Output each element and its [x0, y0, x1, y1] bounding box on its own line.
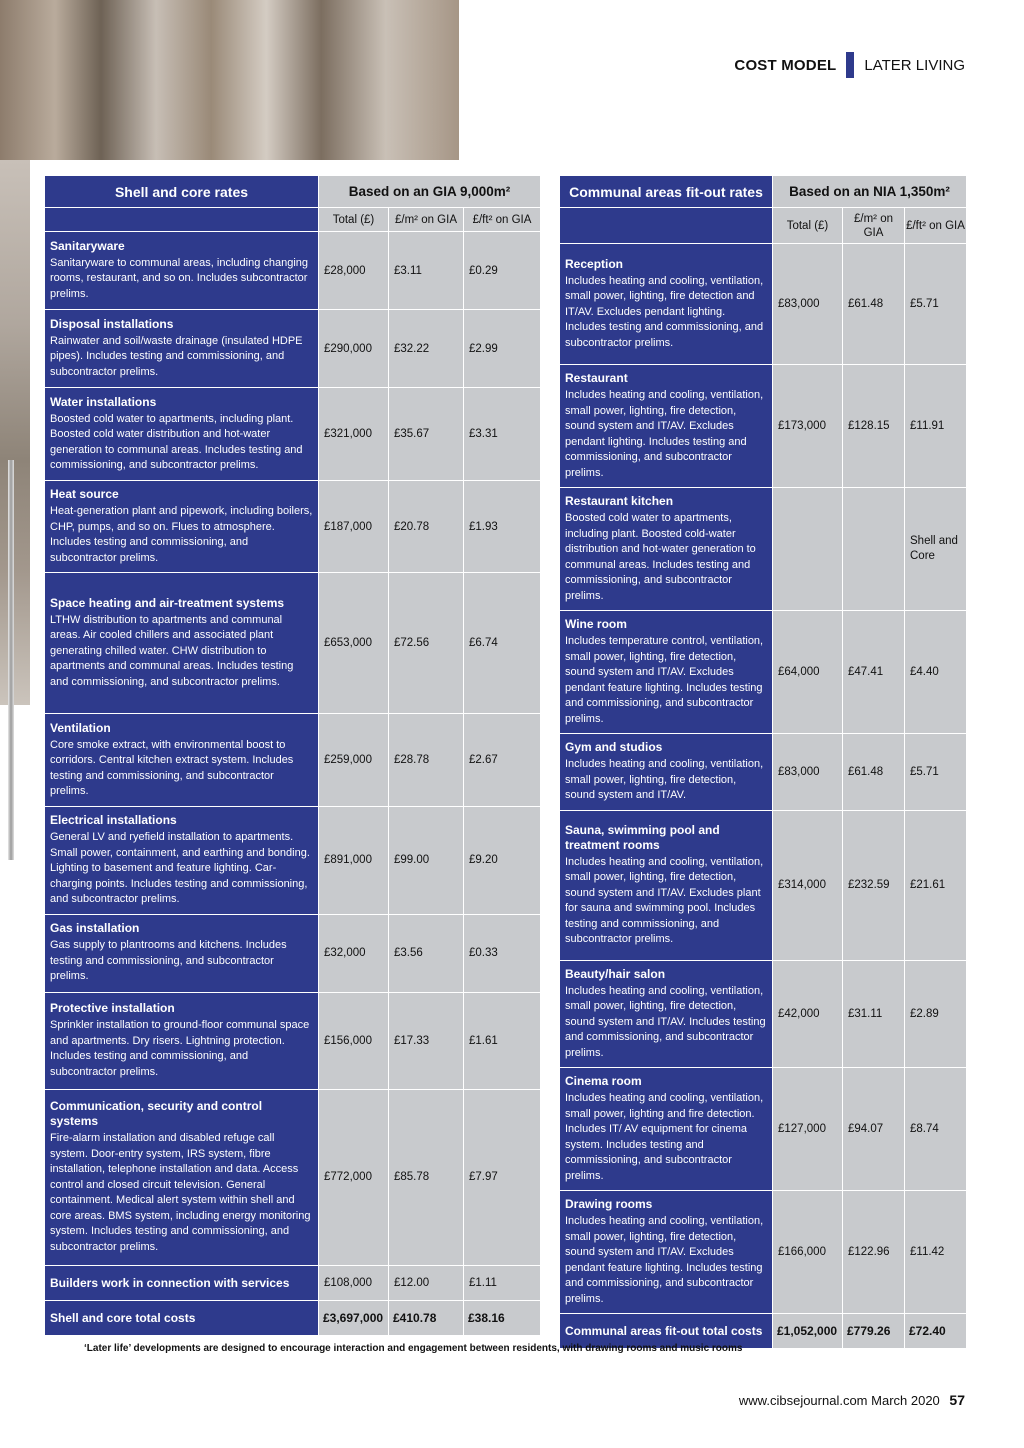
total-label: Communal areas fit-out total costs: [560, 1314, 773, 1349]
value-total: £108,000: [319, 1265, 389, 1300]
item-name: Ventilation: [50, 720, 111, 735]
item-name: Sanitaryware: [50, 238, 125, 253]
value-ft2: £21.61: [905, 810, 967, 960]
table-row-label: [560, 1068, 773, 1191]
value-ft2: £9.20: [464, 807, 541, 915]
table-row-label: [560, 244, 773, 365]
total-value: £1,052,000: [773, 1314, 843, 1349]
table-row-label: [560, 810, 773, 960]
item-name: Communication, security and control systems: [50, 1099, 263, 1128]
value-total: £891,000: [319, 807, 389, 915]
header-blank: [560, 208, 773, 244]
value-total: £83,000: [773, 244, 843, 365]
item-desc: Includes temperature control, ventilation, small power, lighting, fire detection, sound system and IT/AV. Excludes pendant feature lighting. Includes testing and commissioning, and subcontractor prelims.: [565, 635, 764, 725]
item-desc: Includes heating and cooling, ventilation, small power, lighting and fire detection. Includes IT/ AV equipment for cinema system. Includes testing and commissioning, and subcontractor prelims.: [565, 1092, 764, 1182]
value-total: £42,000: [773, 960, 843, 1068]
col-ft2: £/ft² on GIA: [464, 208, 541, 232]
value-m2: £31.11: [843, 960, 905, 1068]
item-desc: Boosted cold water to apartments, including plant. Boosted cold water distribution and hot-water generation to communal areas. Includes testing and commissioning, and subcontractor prelims.: [50, 412, 303, 471]
table-row-label: [45, 807, 319, 915]
item-desc: Sanitaryware to communal areas, including changing rooms, restaurant, and so on. Includes subcontractor prelims.: [50, 256, 309, 300]
section-header: [734, 52, 965, 78]
communal-areas-table: [559, 175, 967, 1349]
value-ft2: £1.61: [464, 992, 541, 1089]
value-m2: £232.59: [843, 810, 905, 960]
value-ft2: £1.11: [464, 1265, 541, 1300]
value-total: £28,000: [319, 232, 389, 310]
value-total: £173,000: [773, 365, 843, 488]
value-ft2: £11.91: [905, 365, 967, 488]
header-photo: [0, 0, 459, 160]
table-row-label: [45, 310, 319, 388]
value-ft2: £1.93: [464, 481, 541, 573]
value-m2: £20.78: [389, 481, 464, 573]
page-number: 57: [949, 1392, 965, 1408]
value-m2: £128.15: [843, 365, 905, 488]
value-m2: £17.33: [389, 992, 464, 1089]
table-row-label: [560, 960, 773, 1068]
total-ft2: £38.16: [464, 1300, 541, 1335]
value-total: £290,000: [319, 310, 389, 388]
page-footer: [739, 1392, 965, 1408]
total-m2: £410.78: [389, 1300, 464, 1335]
value-ft2: Shell and Core: [905, 488, 967, 611]
item-name: Disposal installations: [50, 316, 174, 331]
value-total: £156,000: [319, 992, 389, 1089]
item-name: Reception: [565, 256, 624, 271]
item-desc: Includes heating and cooling, ventilation, small power, lighting, fire detection, sound system and IT/AV. Excludes plant for sauna and swimming pool. Includes testing and commissioning, and subcontractor prelims.: [565, 855, 764, 945]
table-row-label: [560, 734, 773, 811]
item-desc: General LV and ryefield installation to apartments. Small power, containment, and earthing and bonding. Lighting to basement and feature lighting. Car-charging points. Includes testing and commissioning, and subcontractor prelims.: [50, 831, 310, 905]
item-desc: Boosted cold water to apartments, including plant. Boosted cold-water distribution and hot-water generation to communal areas. Includes testing and commissioning, and subcontractor prelims.: [565, 512, 756, 602]
item-desc: Fire-alarm installation and disabled refuge call system. Door-entry system, IRS system, fibre installation, telephone installation and data. Access control and closed circuit television. General containment. Medical alert system within shell and core areas. BMS system, including energy monitoring system. Includes testing and commissioning, and subcontractor prelims.: [50, 1132, 311, 1253]
item-name: Space heating and air-treatment systems: [50, 595, 285, 610]
table-row-label: [560, 488, 773, 611]
col-m2: £/m² on GIA: [843, 208, 905, 244]
value-total: £187,000: [319, 481, 389, 573]
total-m2: £779.26: [843, 1314, 905, 1349]
item-desc: Includes heating and cooling, ventilation, small power, lighting, fire detection, sound system and IT/AV. Excludes pendant feature lighting. Includes testing and commissioning, and subcontractor prelims.: [565, 1215, 764, 1305]
value-m2: £61.48: [843, 734, 905, 811]
value-m2: £47.41: [843, 611, 905, 734]
item-name: Water installations: [50, 394, 157, 409]
value-total: £772,000: [319, 1089, 389, 1265]
value-m2: £61.48: [843, 244, 905, 365]
value-total: £259,000: [319, 714, 389, 807]
value-total: £83,000: [773, 734, 843, 811]
value-ft2: £0.33: [464, 914, 541, 992]
value-m2: £72.56: [389, 573, 464, 714]
value-ft2: £0.29: [464, 232, 541, 310]
col-ft2: £/ft² on GIA: [905, 208, 967, 244]
table-row-label: [45, 914, 319, 992]
section-label: COST MODEL: [734, 56, 837, 74]
table-row-label: [45, 388, 319, 481]
value-total: £314,000: [773, 810, 843, 960]
header-divider: [846, 52, 854, 78]
table-row-label: [560, 611, 773, 734]
item-name: Cinema room: [565, 1074, 642, 1088]
handrail-post: [8, 460, 14, 860]
value-m2: £35.67: [389, 388, 464, 481]
table-row-label: [45, 1089, 319, 1265]
item-name: Builders work in connection with services: [45, 1265, 319, 1300]
item-name: Electrical installations: [50, 813, 177, 827]
col-total: Total (£): [773, 208, 843, 244]
value-m2: £28.78: [389, 714, 464, 807]
subsection-label: LATER LIVING: [864, 56, 965, 74]
value-ft2: £6.74: [464, 573, 541, 714]
item-name: Drawing rooms: [565, 1197, 653, 1211]
value-total: £321,000: [319, 388, 389, 481]
value-m2: [843, 488, 905, 611]
value-m2: £122.96: [843, 1191, 905, 1314]
value-ft2: £2.67: [464, 714, 541, 807]
communal-table-basis: Based on an NIA 1,350m²: [773, 176, 967, 208]
col-total: Total (£): [319, 208, 389, 232]
table-row-label: [45, 481, 319, 573]
total-value: £3,697,000: [319, 1300, 389, 1335]
value-ft2: £11.42: [905, 1191, 967, 1314]
item-name: Heat source: [50, 487, 119, 501]
value-total: [773, 488, 843, 611]
value-total: £166,000: [773, 1191, 843, 1314]
item-name: Gas installation: [50, 921, 140, 936]
col-m2: £/m² on GIA: [389, 208, 464, 232]
value-ft2: £3.31: [464, 388, 541, 481]
value-ft2: £7.97: [464, 1089, 541, 1265]
value-total: £653,000: [319, 573, 389, 714]
value-m2: £3.56: [389, 914, 464, 992]
item-desc: Gas supply to plantrooms and kitchens. Includes testing and commissioning, and subcontractor prelims.: [50, 939, 287, 983]
item-desc: Rainwater and soil/waste drainage (insulated HDPE pipes). Includes testing and commissioning, and subcontractor prelims.: [50, 334, 303, 378]
item-desc: Includes heating and cooling, ventilation, small power, lighting, fire detection, sound system and IT/AV. Excludes pendant lighting. Includes testing and commissioning, and subcontractor prelims.: [565, 389, 764, 479]
value-total: £127,000: [773, 1068, 843, 1191]
value-ft2: £4.40: [905, 611, 967, 734]
item-name: Restaurant kitchen: [565, 494, 674, 508]
value-ft2: £5.71: [905, 734, 967, 811]
item-desc: Sprinkler installation to ground-floor communal space and apartments. Dry risers. Lightning protection. Includes testing and commissioning, and subcontractor prelims.: [50, 1019, 310, 1078]
total-label: Shell and core total costs: [45, 1300, 319, 1335]
value-m2: £94.07: [843, 1068, 905, 1191]
shell-table-title: Shell and core rates: [45, 176, 319, 208]
item-name: Protective installation: [50, 1001, 175, 1015]
value-m2: £85.78: [389, 1089, 464, 1265]
value-m2: £99.00: [389, 807, 464, 915]
footer-issue: March 2020: [871, 1393, 940, 1408]
value-total: £64,000: [773, 611, 843, 734]
value-m2: £3.11: [389, 232, 464, 310]
shell-table-basis: Based on an GIA 9,000m²: [319, 176, 541, 208]
value-total: £32,000: [319, 914, 389, 992]
communal-table-title: Communal areas fit-out rates: [560, 176, 773, 208]
item-desc: Heat-generation plant and pipework, including boilers, CHP, pumps, and so on. Flues to atmosphere. Includes testing and commissioning, and subcontractor prelims.: [50, 505, 313, 564]
table-row-label: [45, 573, 319, 714]
table-row-label: [45, 232, 319, 310]
value-ft2: £2.89: [905, 960, 967, 1068]
item-desc: Includes heating and cooling, ventilation, small power, lighting, fire detection and IT/AV. Excludes pendant lighting. Includes testing and commissioning, and subcontractor prelims.: [565, 274, 764, 349]
item-desc: Includes heating and cooling, ventilation, small power, lighting, fire detection, sound system and IT/AV.: [565, 758, 764, 801]
item-name: Beauty/hair salon: [565, 966, 666, 981]
photo-caption: ‘Later life’ developments are designed to encourage interaction and engagement between residents, with drawing rooms and music rooms: [84, 1343, 743, 1354]
item-name: Restaurant: [565, 371, 628, 385]
shell-core-table: [44, 175, 541, 1336]
item-desc: LTHW distribution to apartments and communal areas. Air cooled chillers and associated plant generating chilled water. CHW distribution to apartments and communal areas. Includes testing and commissioning, and subcontractor prelims.: [50, 613, 294, 688]
value-m2: £32.22: [389, 310, 464, 388]
table-row-label: [560, 365, 773, 488]
footer-site: www.cibsejournal.com: [738, 1393, 868, 1408]
table-row-label: [45, 992, 319, 1089]
value-m2: £12.00: [389, 1265, 464, 1300]
header-blank: [45, 208, 319, 232]
total-ft2: £72.40: [905, 1314, 967, 1349]
item-desc: Core smoke extract, with environmental boost to corridors. Central kitchen extract system. Includes testing and commissioning, and subcontractor prelims.: [50, 738, 294, 797]
item-name: Gym and studios: [565, 740, 663, 754]
value-ft2: £5.71: [905, 244, 967, 365]
value-ft2: £2.99: [464, 310, 541, 388]
item-desc: Includes heating and cooling, ventilation, small power, lighting, fire detection, sound system and IT/AV. Includes testing and commissioning, and subcontractor prelims.: [565, 984, 766, 1059]
item-name: Wine room: [565, 617, 627, 631]
side-photo: [0, 160, 30, 705]
table-row-label: [560, 1191, 773, 1314]
table-row-label: [45, 714, 319, 807]
value-ft2: £8.74: [905, 1068, 967, 1191]
item-name: Sauna, swimming pool and treatment rooms: [565, 822, 720, 852]
